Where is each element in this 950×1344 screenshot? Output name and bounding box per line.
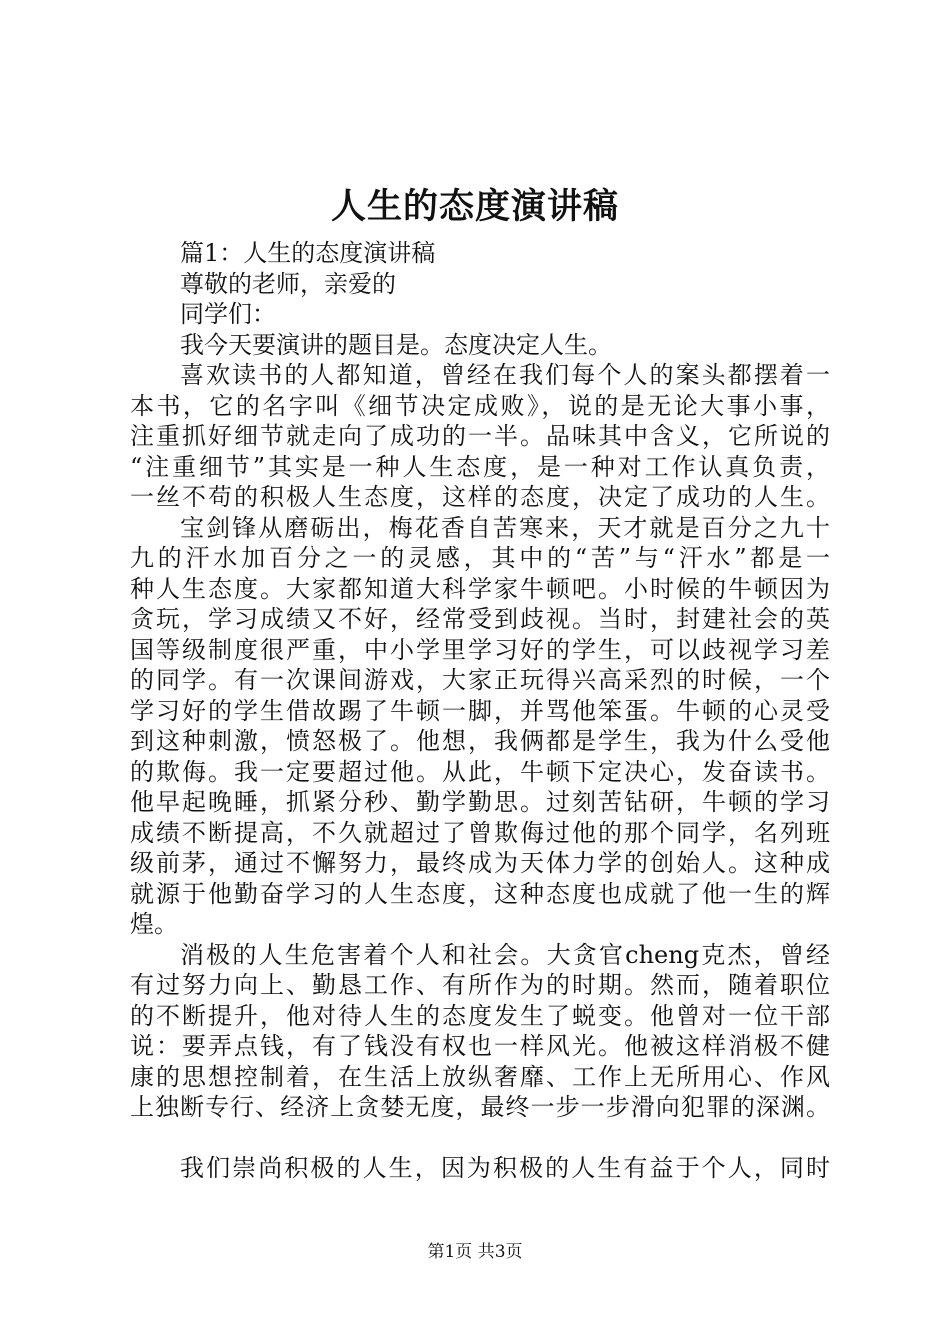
page-footer: 第1页 共3页 [427, 1242, 523, 1262]
text-line: 注重抓好细节就走向了成功的一半。品味其中含义，它所说的 [130, 422, 830, 450]
text-line: 我今天要演讲的题目是。态度决定人生。 [180, 330, 612, 359]
text-line: 贪玩，学习成绩又不好，经常受到歧视。当时，封建社会的英 [130, 605, 830, 633]
text-line: 他早起晚睡，抓紧分秒、勤学勤思。过刻苦钻研，牛顿的学习 [130, 788, 830, 816]
text-line: 一丝不苟的积极人生态度，这样的态度，决定了成功的人生。 [130, 483, 830, 511]
text-line: 喜欢读书的人都知道，曾经在我们每个人的案头都摆着一 [180, 361, 830, 389]
text-line: 的欺侮。我一定要超过他。从此，牛顿下定决心，发奋读书。 [130, 757, 830, 786]
text-line: 说：要弄点钱，有了钱没有权也一样风光。他被这样消极不健 [130, 1032, 830, 1060]
text-line: 国等级制度很严重，中小学里学习好的学生，可以歧视学习差 [130, 635, 830, 664]
text-line: 就源于他勤奋学习的人生态度，这种态度也成就了他一生的辉 [130, 879, 830, 908]
text-line: 我们崇尚积极的人生，因为积极的人生有益于个人，同时 [180, 1153, 830, 1182]
text-line: 上独断专行、经济上贪婪无度，最终一步一步滑向犯罪的深渊。 [130, 1093, 830, 1121]
text-line: 煌。 [130, 910, 178, 938]
text-line: 学习好的学生借故踢了牛顿一脚，并骂他笨蛋。牛顿的心灵受 [130, 696, 830, 725]
text-line: 的同学。有一次课间游戏，大家正玩得兴高采烈的时候，一个 [130, 666, 830, 694]
text-line: 九的汗水加百分之一的灵感，其中的“苦”与“汗水”都是一 [130, 544, 830, 572]
text-line: 宝剑锋从磨砺出，梅花香自苦寒来，天才就是百分之九十 [180, 513, 830, 542]
text-line: 成绩不断提高，不久就超过了曾欺侮过他的那个同学，名列班 [130, 818, 830, 847]
text-line: 尊敬的老师，亲爱的 [180, 269, 396, 298]
document-title: 人生的态度演讲稿 [330, 186, 619, 227]
text-line: 同学们： [180, 300, 276, 328]
text-line: 篇1：人生的态度演讲稿 [180, 239, 436, 267]
text-line: 种人生态度。大家都知道大科学家牛顿吧。小时候的牛顿因为 [130, 574, 830, 603]
text-line: 消极的人生危害着个人和社会。大贪官cheng克杰，曾经 [180, 940, 830, 969]
text-line: 到这种刺激，愤怒极了。他想，我俩都是学生，我为什么受他 [130, 727, 830, 755]
text-line: 级前茅，通过不懈努力，最终成为天体力学的创始人。这种成 [130, 849, 830, 877]
text-line: 的不断提升，他对待人生的态度发生了蜕变。他曾对一位干部 [130, 1001, 830, 1030]
text-line: 康的思想控制着，在生活上放纵奢靡、工作上无所用心、作风 [130, 1062, 830, 1091]
text-line: “注重细节”其实是一种人生态度，是一种对工作认真负责， [130, 452, 830, 481]
text-line: 有过努力向上、勤恳工作、有所作为的时期。然而，随着职位 [130, 971, 830, 999]
document-body [130, 238, 830, 1183]
text-line: 本书，它的名字叫《细节决定成败》，说的是无论大事小事， [130, 391, 830, 420]
